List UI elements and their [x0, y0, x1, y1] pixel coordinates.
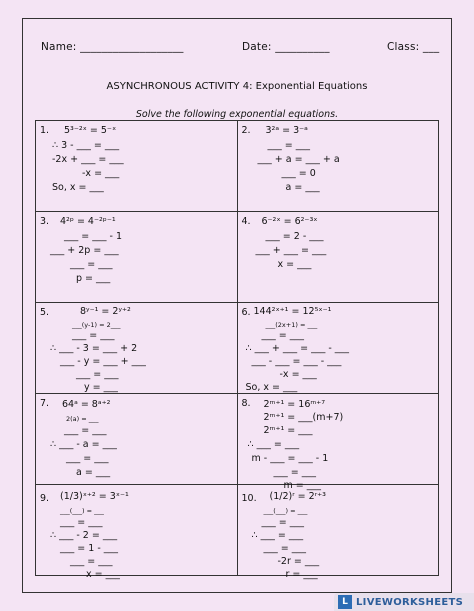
page-title: ASYNCHRONOUS ACTIVITY 4: Exponential Equations: [106, 81, 368, 92]
problem-10: [238, 485, 440, 580]
step-line[interactable]: ∴ ___ = ___: [251, 530, 304, 541]
step-line[interactable]: ___ + ___ = ___: [255, 245, 327, 256]
step-line[interactable]: So, x = ___: [245, 382, 298, 393]
step-line[interactable]: x = ___: [86, 569, 120, 580]
step-line[interactable]: x = ___: [277, 259, 312, 270]
problem-9: [36, 485, 238, 580]
problem-number: 6.: [241, 307, 251, 318]
problem-3: [36, 212, 238, 303]
problem-number: 5.: [40, 307, 50, 318]
date-field[interactable]: __________: [275, 41, 330, 53]
equation: 3²ᵃ = 3⁻ᵃ: [265, 125, 308, 136]
step-line[interactable]: ___ + a = ___ + a: [257, 154, 340, 165]
equation: 4²ᵖ = 4⁻²ᵖ⁻¹: [60, 216, 116, 227]
liveworksheets-logo-icon: L: [338, 595, 352, 609]
step-line[interactable]: ___ = ___: [273, 467, 316, 478]
step-line[interactable]: ___ = ___ - 1: [64, 231, 123, 242]
step-line[interactable]: So, x = ___: [52, 182, 104, 193]
step-line[interactable]: r = ___: [285, 569, 318, 580]
step-line[interactable]: ___ - ___ = ___ - ___: [251, 356, 342, 367]
step-line[interactable]: ___ - y = ___ + ___: [60, 356, 146, 367]
class-label: Class:: [387, 41, 420, 53]
problem-1: [36, 121, 238, 212]
equation: 5³⁻²ˣ = 5⁻ˣ: [64, 125, 117, 136]
step-line[interactable]: ∴ ___ + ___ = ___ - ___: [245, 343, 350, 354]
class-field[interactable]: ___: [422, 41, 440, 53]
problem-2: [238, 121, 440, 212]
step-line[interactable]: 2ᵐ⁺¹ = ___(m+7): [263, 412, 344, 423]
step-line[interactable]: ___ = 2 - ___: [265, 231, 324, 242]
step-line[interactable]: ___ = ___: [66, 453, 109, 464]
date-label: Date:: [242, 41, 272, 53]
equation: 8ʸ⁻¹ = 2ʸ⁺²: [80, 306, 131, 317]
problem-number: 1.: [40, 125, 50, 136]
step-line[interactable]: ∴ 3 - ___ = ___: [52, 140, 120, 151]
problem-grid: [35, 120, 439, 580]
step-line[interactable]: 2(a) = ___: [66, 415, 99, 423]
problem-number: 3.: [40, 216, 50, 227]
step-line[interactable]: ___ = 1 - ___: [60, 543, 119, 554]
step-line[interactable]: ___ = 0: [281, 168, 316, 179]
step-line[interactable]: -2x + ___ = ___: [52, 154, 124, 165]
step-line[interactable]: ___ = ___: [263, 543, 306, 554]
problem-7: [36, 394, 238, 485]
date-row: [242, 41, 330, 53]
step-line[interactable]: m = ___: [283, 480, 322, 491]
step-line[interactable]: 2ᵐ⁺¹ = ___: [263, 425, 313, 436]
problem-4: [238, 212, 440, 303]
step-line[interactable]: ___ = ___: [64, 425, 107, 436]
equation: 2ᵐ⁺¹ = 16ᵐ⁺⁷: [263, 399, 326, 410]
step-line[interactable]: ___ = ___: [70, 556, 113, 567]
equation: 144²ˣ⁺¹ = 12⁵ˣ⁻¹: [253, 306, 332, 317]
step-line[interactable]: ___ = ___: [70, 259, 113, 270]
problem-8: [238, 394, 440, 491]
problem-5: [36, 303, 238, 394]
step-line[interactable]: -x = ___: [82, 168, 120, 179]
step-line[interactable]: ___(y-1) = 2___: [72, 321, 121, 329]
problem-number: 4.: [241, 216, 251, 227]
step-line[interactable]: -2r = ___: [277, 556, 320, 567]
step-line[interactable]: ___ = ___: [261, 330, 304, 341]
step-line[interactable]: a = ___: [285, 182, 320, 193]
name-row: [41, 41, 184, 53]
name-label: Name:: [41, 41, 77, 53]
step-line[interactable]: -x = ___: [279, 369, 317, 380]
step-line[interactable]: ___ + 2p = ___: [50, 245, 119, 256]
step-line[interactable]: ___ = ___: [267, 140, 310, 151]
name-field[interactable]: ___________________: [80, 41, 184, 53]
step-line[interactable]: ∴ ___ - 3 = ___ + 2: [50, 343, 138, 354]
class-row: [387, 41, 439, 53]
step-line[interactable]: ∴ ___ = ___: [247, 439, 300, 450]
step-line[interactable]: ___ = ___: [261, 517, 304, 528]
problem-number: 8.: [241, 398, 251, 409]
problem-6: [238, 303, 440, 394]
step-line[interactable]: a = ___: [76, 467, 111, 478]
instructions: Solve the following exponential equations.: [135, 109, 339, 120]
problem-number: 2.: [241, 125, 251, 136]
step-line[interactable]: m - ___ = ___ - 1: [251, 453, 329, 464]
worksheet: [22, 18, 452, 593]
step-line[interactable]: ∴ ___ - 2 = ___: [50, 530, 118, 541]
liveworksheets-badge[interactable]: [334, 593, 474, 611]
step-line[interactable]: p = ___: [76, 273, 111, 284]
step-line[interactable]: ___ = ___: [72, 330, 115, 341]
problem-number: 9.: [40, 493, 50, 504]
step-line[interactable]: ___ = ___: [60, 517, 103, 528]
problem-number: 7.: [40, 398, 50, 409]
step-line[interactable]: ∴ ___ - a = ___: [50, 439, 117, 450]
step-line[interactable]: ___ = ___: [76, 369, 119, 380]
step-line[interactable]: ___(2x+1) = ___: [265, 321, 318, 329]
step-line[interactable]: ___(___) = ___: [60, 507, 104, 515]
equation: 6⁻²ˣ = 6²⁻³ˣ: [261, 216, 318, 227]
equation: 64ᵃ = 8ᵃ⁺²: [62, 399, 111, 410]
step-line[interactable]: y = ___: [84, 382, 118, 393]
equation: (1/3)ˣ⁺² = 3ˣ⁻¹: [60, 491, 129, 502]
equation: (1/2)ʳ = 2ʳ⁺³: [269, 491, 326, 502]
brand-name: LIVEWORKSHEETS: [356, 596, 464, 608]
problem-number: 10.: [241, 493, 257, 504]
step-line[interactable]: ___(___) = ___: [263, 507, 308, 515]
